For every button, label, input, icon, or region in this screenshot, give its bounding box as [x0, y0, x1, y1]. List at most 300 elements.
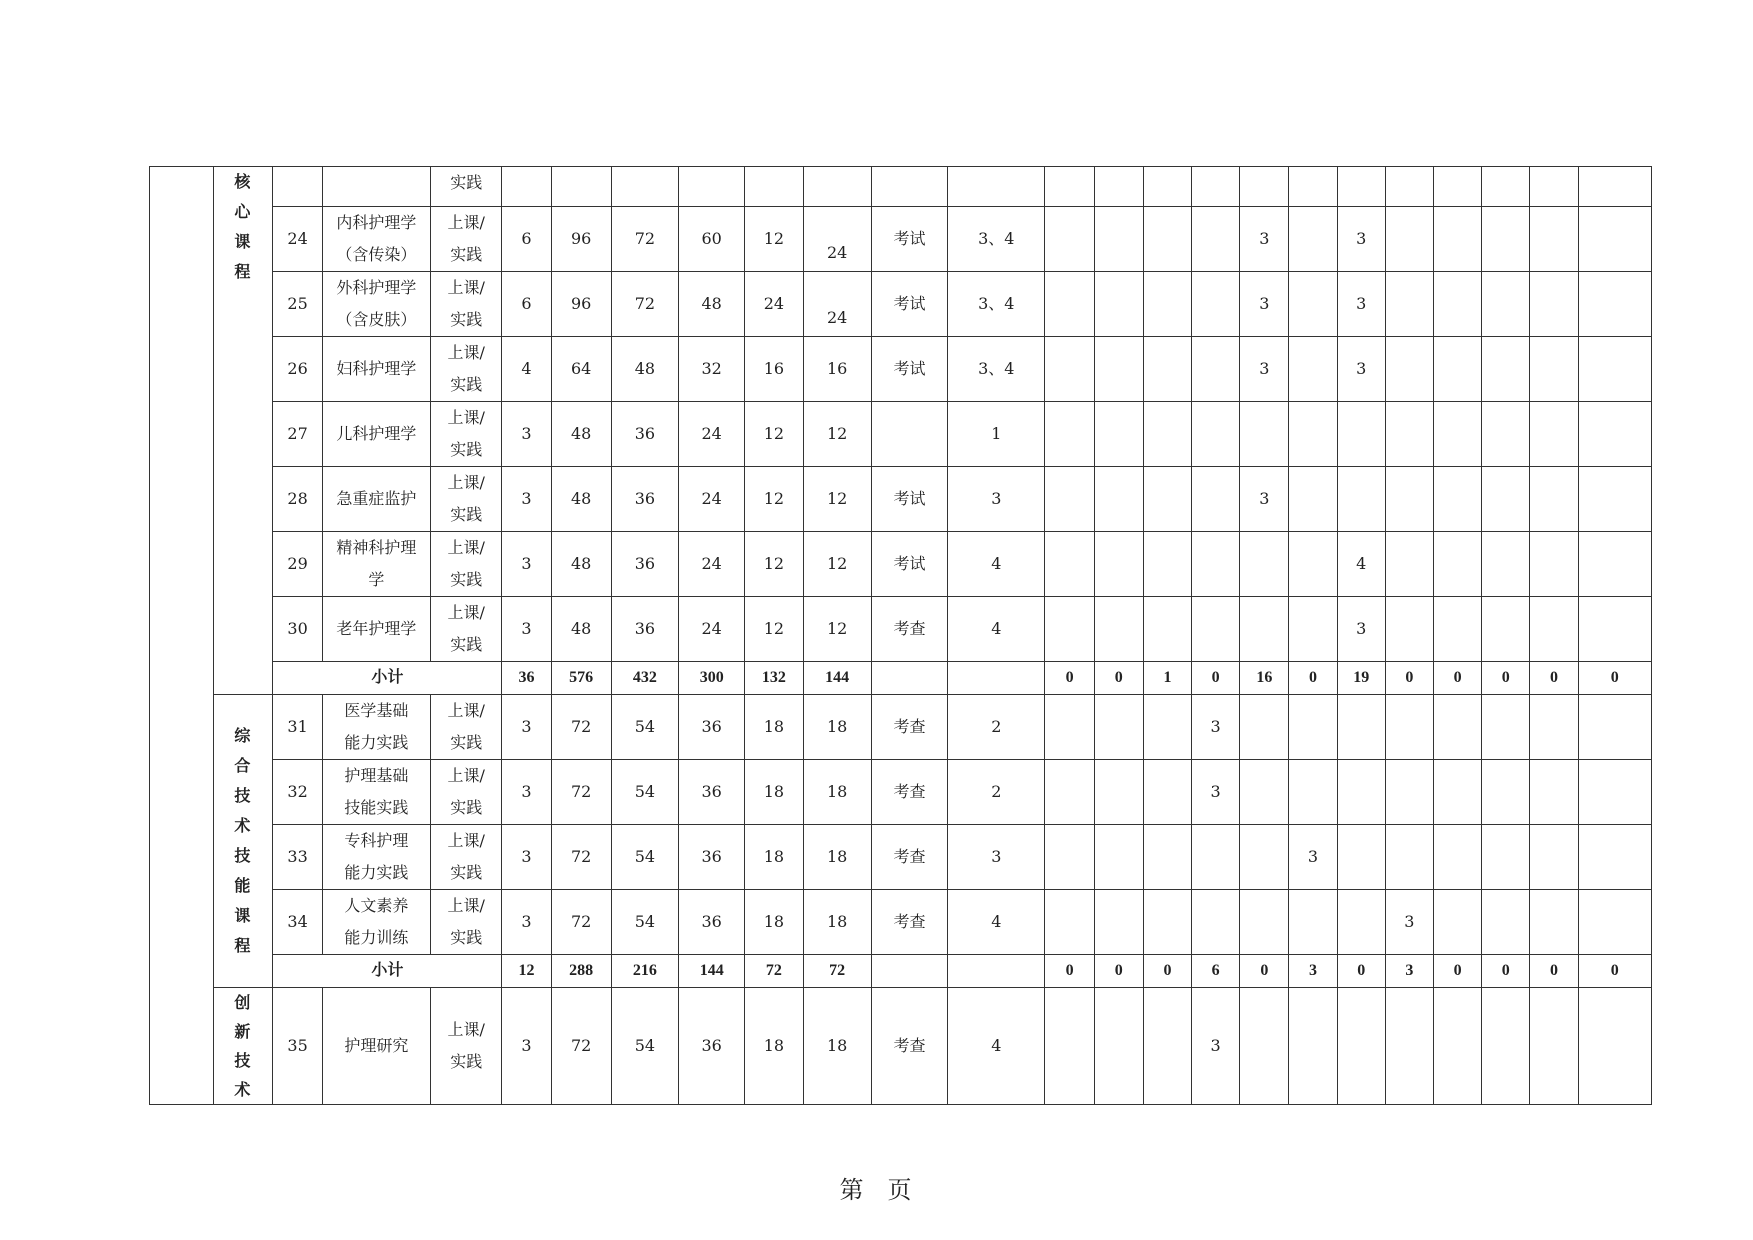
course-practice: 12 [803, 532, 871, 597]
course-theory: 48 [611, 337, 678, 402]
subtotal-week-cell: 0 [1289, 662, 1337, 695]
week-hours-cell [1240, 760, 1289, 825]
course-theory: 36 [611, 597, 678, 662]
course-b: 18 [745, 825, 803, 890]
course-a: 24 [679, 467, 745, 532]
course-exam: 考试 [871, 467, 947, 532]
subtotal-week-cell: 0 [1094, 662, 1143, 695]
category-comp-label: 综合技术技能课程 [234, 726, 253, 955]
course-b: 18 [745, 890, 803, 955]
week-hours-cell [1045, 695, 1094, 760]
week-hours-cell [1143, 532, 1191, 597]
empty-cell [871, 167, 947, 207]
week-hours-cell [1192, 825, 1240, 890]
subtotal-week-cell: 0 [1482, 955, 1530, 988]
empty-cell [1143, 167, 1191, 207]
course-no: 35 [273, 988, 322, 1105]
course-no: 25 [273, 272, 322, 337]
week-hours-cell [1192, 597, 1240, 662]
week-hours-cell [1482, 695, 1530, 760]
course-exam: 考查 [871, 597, 947, 662]
week-hours-cell [1045, 597, 1094, 662]
course-exam: 考查 [871, 988, 947, 1105]
week-hours-cell [1289, 272, 1337, 337]
course-exam: 考查 [871, 890, 947, 955]
week-hours-cell [1578, 337, 1651, 402]
page-footer [0, 1170, 1753, 1205]
table-row [150, 760, 1652, 825]
week-hours-cell [1045, 337, 1094, 402]
empty-cell [1337, 167, 1385, 207]
week-hours-cell [1192, 337, 1240, 402]
week-hours-cell [1530, 337, 1578, 402]
week-hours-cell [1337, 467, 1385, 532]
course-name: 精神科护理 学 [322, 532, 430, 597]
subtotal-credits: 12 [502, 955, 551, 988]
table-row [150, 467, 1652, 532]
week-hours-cell [1578, 695, 1651, 760]
subtotal-week-cell: 0 [1385, 662, 1433, 695]
week-hours-cell [1530, 207, 1578, 272]
course-name: 儿科护理学 [322, 402, 430, 467]
week-hours-cell [1433, 402, 1481, 467]
week-hours-cell [1192, 467, 1240, 532]
course-theory: 72 [611, 207, 678, 272]
week-hours-cell [1143, 402, 1191, 467]
subtotal-week-cell: 19 [1337, 662, 1385, 695]
course-practice: 18 [803, 760, 871, 825]
week-hours-cell [1482, 272, 1530, 337]
course-a: 24 [679, 597, 745, 662]
course-semester: 3、4 [948, 337, 1045, 402]
course-theory: 54 [611, 760, 678, 825]
week-hours-cell [1482, 402, 1530, 467]
course-plan-table [149, 166, 1652, 1105]
empty-cell [1530, 167, 1578, 207]
empty-cell [1045, 167, 1094, 207]
table-row [150, 988, 1652, 1105]
week-hours-cell [1433, 825, 1481, 890]
footer-right: 页 [887, 1176, 914, 1204]
course-theory: 54 [611, 825, 678, 890]
empty-cell [1482, 167, 1530, 207]
week-hours-cell [1482, 467, 1530, 532]
week-hours-cell [1530, 467, 1578, 532]
week-hours-cell [1482, 825, 1530, 890]
course-a: 60 [679, 207, 745, 272]
empty-cell [611, 167, 678, 207]
course-b: 12 [745, 467, 803, 532]
course-exam: 考查 [871, 825, 947, 890]
week-hours-cell [1289, 597, 1337, 662]
course-credits: 3 [502, 760, 551, 825]
course-credits: 3 [502, 467, 551, 532]
week-hours-cell [1433, 532, 1481, 597]
week-hours-cell [1530, 760, 1578, 825]
course-total: 96 [551, 207, 611, 272]
week-hours-cell: 3 [1240, 207, 1289, 272]
subtotal-week-cell: 0 [1530, 662, 1578, 695]
week-hours-cell [1289, 695, 1337, 760]
subtotal-practice: 72 [803, 955, 871, 988]
course-name: 外科护理学 （含皮肤） [322, 272, 430, 337]
type-cell: 实践 [431, 167, 502, 207]
week-hours-cell [1482, 207, 1530, 272]
course-name: 专科护理 能力实践 [322, 825, 430, 890]
table-row [150, 207, 1652, 272]
course-credits: 3 [502, 988, 551, 1105]
week-hours-cell [1289, 402, 1337, 467]
week-hours-cell [1385, 272, 1433, 337]
week-hours-cell: 4 [1337, 532, 1385, 597]
subtotal-week-cell: 0 [1094, 955, 1143, 988]
week-hours-cell [1143, 337, 1191, 402]
course-theory: 72 [611, 272, 678, 337]
week-hours-cell [1578, 760, 1651, 825]
empty-cell [871, 955, 947, 988]
course-semester: 4 [948, 597, 1045, 662]
course-semester: 4 [948, 988, 1045, 1105]
course-credits: 3 [502, 402, 551, 467]
week-hours-cell [1530, 402, 1578, 467]
week-hours-cell: 3 [1192, 988, 1240, 1105]
week-hours-cell [1385, 337, 1433, 402]
course-type: 上课/ 实践 [431, 988, 502, 1105]
course-b: 12 [745, 597, 803, 662]
week-hours-cell [1385, 695, 1433, 760]
subtotal-week-cell: 0 [1578, 955, 1651, 988]
course-no: 28 [273, 467, 322, 532]
course-name: 妇科护理学 [322, 337, 430, 402]
course-name: 医学基础 能力实践 [322, 695, 430, 760]
week-hours-cell [1530, 695, 1578, 760]
category-core-label: 核心课程 [234, 172, 253, 281]
course-semester: 2 [948, 695, 1045, 760]
course-semester: 3、4 [948, 207, 1045, 272]
course-total: 96 [551, 272, 611, 337]
week-hours-cell [1045, 760, 1094, 825]
course-semester: 2 [948, 760, 1045, 825]
subtotal-week-cell: 0 [1337, 955, 1385, 988]
subtotal-week-cell: 1 [1143, 662, 1191, 695]
week-hours-cell [1143, 597, 1191, 662]
course-theory: 54 [611, 890, 678, 955]
course-type: 上课/ 实践 [431, 695, 502, 760]
course-practice: 12 [803, 597, 871, 662]
week-hours-cell [1530, 890, 1578, 955]
course-exam: 考试 [871, 207, 947, 272]
subtotal-week-cell: 0 [1240, 955, 1289, 988]
course-b: 24 [745, 272, 803, 337]
course-a: 24 [679, 402, 745, 467]
week-hours-cell [1482, 890, 1530, 955]
week-hours-cell [1433, 890, 1481, 955]
week-hours-cell [1578, 825, 1651, 890]
name-cell [322, 167, 430, 207]
week-hours-cell: 3 [1240, 272, 1289, 337]
course-type: 上课/ 实践 [431, 532, 502, 597]
subtotal-week-cell: 0 [1530, 955, 1578, 988]
empty-cell [502, 167, 551, 207]
week-hours-cell [1530, 825, 1578, 890]
empty-cell [948, 955, 1045, 988]
subtotal-week-cell: 16 [1240, 662, 1289, 695]
week-hours-cell [1530, 532, 1578, 597]
week-hours-cell [1240, 402, 1289, 467]
week-hours-cell [1045, 890, 1094, 955]
empty-cell [1578, 167, 1651, 207]
week-hours-cell [1433, 337, 1481, 402]
week-hours-cell [1337, 988, 1385, 1105]
week-hours-cell [1482, 532, 1530, 597]
course-practice: 12 [803, 402, 871, 467]
course-a: 36 [679, 988, 745, 1105]
week-hours-cell [1143, 760, 1191, 825]
week-hours-cell [1143, 207, 1191, 272]
empty-cell [679, 167, 745, 207]
course-name: 急重症监护 [322, 467, 430, 532]
course-a: 32 [679, 337, 745, 402]
week-hours-cell [1094, 272, 1143, 337]
table-row [150, 337, 1652, 402]
week-hours-cell: 3 [1192, 760, 1240, 825]
week-hours-cell [1094, 337, 1143, 402]
footer-left: 第 [839, 1176, 866, 1204]
week-hours-cell [1192, 402, 1240, 467]
week-hours-cell [1385, 597, 1433, 662]
course-a: 36 [679, 825, 745, 890]
course-exam: 考试 [871, 337, 947, 402]
week-hours-cell [1385, 532, 1433, 597]
week-hours-cell [1094, 402, 1143, 467]
course-semester: 3 [948, 825, 1045, 890]
week-hours-cell [1094, 532, 1143, 597]
course-type: 上课/ 实践 [431, 597, 502, 662]
course-type: 上课/ 实践 [431, 760, 502, 825]
empty-cell [1433, 167, 1481, 207]
course-exam: 考查 [871, 695, 947, 760]
week-hours-cell [1289, 760, 1337, 825]
week-hours-cell [1482, 988, 1530, 1105]
week-hours-cell [1289, 337, 1337, 402]
week-hours-cell [1385, 760, 1433, 825]
course-total: 72 [551, 695, 611, 760]
empty-cell [871, 662, 947, 695]
course-a: 36 [679, 890, 745, 955]
table-row [150, 167, 1652, 207]
week-hours-cell [1433, 988, 1481, 1105]
subtotal-week-cell: 0 [1433, 662, 1481, 695]
course-type: 上课/ 实践 [431, 825, 502, 890]
course-credits: 3 [502, 532, 551, 597]
week-hours-cell [1289, 467, 1337, 532]
course-no: 24 [273, 207, 322, 272]
course-name: 护理研究 [322, 988, 430, 1105]
course-name: 内科护理学 （含传染） [322, 207, 430, 272]
subtotal-a: 300 [679, 662, 745, 695]
course-total: 72 [551, 760, 611, 825]
week-hours-cell [1045, 988, 1094, 1105]
course-exam: 考试 [871, 532, 947, 597]
subtotal-week-cell: 3 [1289, 955, 1337, 988]
week-hours-cell [1045, 467, 1094, 532]
course-practice: 24 [803, 207, 871, 272]
week-hours-cell: 3 [1240, 467, 1289, 532]
course-credits: 3 [502, 890, 551, 955]
course-no: 32 [273, 760, 322, 825]
table-body [150, 167, 1652, 1105]
empty-cell [1192, 167, 1240, 207]
week-hours-cell [1289, 532, 1337, 597]
empty-cell [1289, 167, 1337, 207]
week-hours-cell [1094, 988, 1143, 1105]
course-semester: 3、4 [948, 272, 1045, 337]
table-row [150, 662, 1652, 695]
subtotal-week-cell: 3 [1385, 955, 1433, 988]
course-b: 12 [745, 402, 803, 467]
subtotal-label: 小计 [273, 955, 502, 988]
empty-cell [948, 662, 1045, 695]
course-practice: 18 [803, 695, 871, 760]
category-innov [214, 988, 273, 1105]
week-hours-cell [1192, 532, 1240, 597]
empty-cell [745, 167, 803, 207]
course-practice: 12 [803, 467, 871, 532]
empty-cell [551, 167, 611, 207]
subtotal-theory: 216 [611, 955, 678, 988]
course-type: 上课/ 实践 [431, 272, 502, 337]
course-theory: 36 [611, 467, 678, 532]
course-b: 18 [745, 988, 803, 1105]
week-hours-cell [1482, 597, 1530, 662]
subtotal-week-cell: 6 [1192, 955, 1240, 988]
course-practice: 18 [803, 988, 871, 1105]
week-hours-cell [1143, 890, 1191, 955]
course-total: 48 [551, 402, 611, 467]
course-semester: 3 [948, 467, 1045, 532]
course-practice: 18 [803, 825, 871, 890]
week-hours-cell [1578, 402, 1651, 467]
week-hours-cell [1094, 207, 1143, 272]
week-hours-cell [1240, 988, 1289, 1105]
week-hours-cell [1337, 402, 1385, 467]
week-hours-cell [1289, 988, 1337, 1105]
category-innov-label: 创新技术 [234, 993, 253, 1099]
week-hours-cell [1094, 890, 1143, 955]
course-name: 人文素养 能力训练 [322, 890, 430, 955]
subtotal-label: 小计 [273, 662, 502, 695]
subtotal-week-cell: 0 [1045, 662, 1094, 695]
subtotal-week-cell: 0 [1433, 955, 1481, 988]
course-theory: 36 [611, 532, 678, 597]
subtotal-theory: 432 [611, 662, 678, 695]
week-hours-cell [1143, 825, 1191, 890]
week-hours-cell [1337, 760, 1385, 825]
subtotal-week-cell: 0 [1045, 955, 1094, 988]
course-credits: 6 [502, 272, 551, 337]
week-hours-cell [1337, 890, 1385, 955]
table-row [150, 695, 1652, 760]
week-hours-cell: 3 [1289, 825, 1337, 890]
course-exam: 考试 [871, 272, 947, 337]
week-hours-cell [1385, 825, 1433, 890]
course-no: 31 [273, 695, 322, 760]
subtotal-credits: 36 [502, 662, 551, 695]
week-hours-cell [1094, 695, 1143, 760]
week-hours-cell [1143, 272, 1191, 337]
week-hours-cell [1045, 532, 1094, 597]
course-type: 上课/ 实践 [431, 467, 502, 532]
course-type: 上课/ 实践 [431, 337, 502, 402]
week-hours-cell [1433, 695, 1481, 760]
course-total: 72 [551, 988, 611, 1105]
course-total: 64 [551, 337, 611, 402]
empty-cell [1240, 167, 1289, 207]
week-hours-cell [1094, 825, 1143, 890]
empty-cell [1094, 167, 1143, 207]
course-a: 36 [679, 695, 745, 760]
week-hours-cell [1385, 988, 1433, 1105]
week-hours-cell [1240, 597, 1289, 662]
course-theory: 54 [611, 695, 678, 760]
empty-cell [948, 167, 1045, 207]
week-hours-cell [1337, 825, 1385, 890]
course-no: 29 [273, 532, 322, 597]
week-hours-cell [1240, 532, 1289, 597]
course-a: 48 [679, 272, 745, 337]
week-hours-cell [1385, 402, 1433, 467]
week-hours-cell [1530, 272, 1578, 337]
week-hours-cell [1385, 207, 1433, 272]
category-core [214, 167, 273, 695]
week-hours-cell [1045, 402, 1094, 467]
course-semester: 1 [948, 402, 1045, 467]
subtotal-week-cell: 0 [1143, 955, 1191, 988]
week-hours-cell [1045, 207, 1094, 272]
week-hours-cell [1530, 988, 1578, 1105]
week-hours-cell [1045, 272, 1094, 337]
course-theory: 54 [611, 988, 678, 1105]
course-b: 12 [745, 207, 803, 272]
week-hours-cell [1578, 272, 1651, 337]
course-credits: 6 [502, 207, 551, 272]
week-hours-cell [1482, 760, 1530, 825]
week-hours-cell [1578, 988, 1651, 1105]
empty-cell [1385, 167, 1433, 207]
week-hours-cell: 3 [1337, 337, 1385, 402]
week-hours-cell [1094, 597, 1143, 662]
week-hours-cell [1289, 207, 1337, 272]
course-practice: 18 [803, 890, 871, 955]
table-row [150, 597, 1652, 662]
week-hours-cell [1192, 207, 1240, 272]
course-practice: 16 [803, 337, 871, 402]
week-hours-cell [1578, 467, 1651, 532]
course-credits: 3 [502, 597, 551, 662]
week-hours-cell: 3 [1385, 890, 1433, 955]
course-b: 18 [745, 695, 803, 760]
course-credits: 3 [502, 695, 551, 760]
course-total: 48 [551, 532, 611, 597]
table-row [150, 272, 1652, 337]
table-row [150, 402, 1652, 467]
subtotal-week-cell: 0 [1192, 662, 1240, 695]
no-cell [273, 167, 322, 207]
course-semester: 4 [948, 890, 1045, 955]
week-hours-cell [1578, 532, 1651, 597]
week-hours-cell [1143, 695, 1191, 760]
course-a: 24 [679, 532, 745, 597]
